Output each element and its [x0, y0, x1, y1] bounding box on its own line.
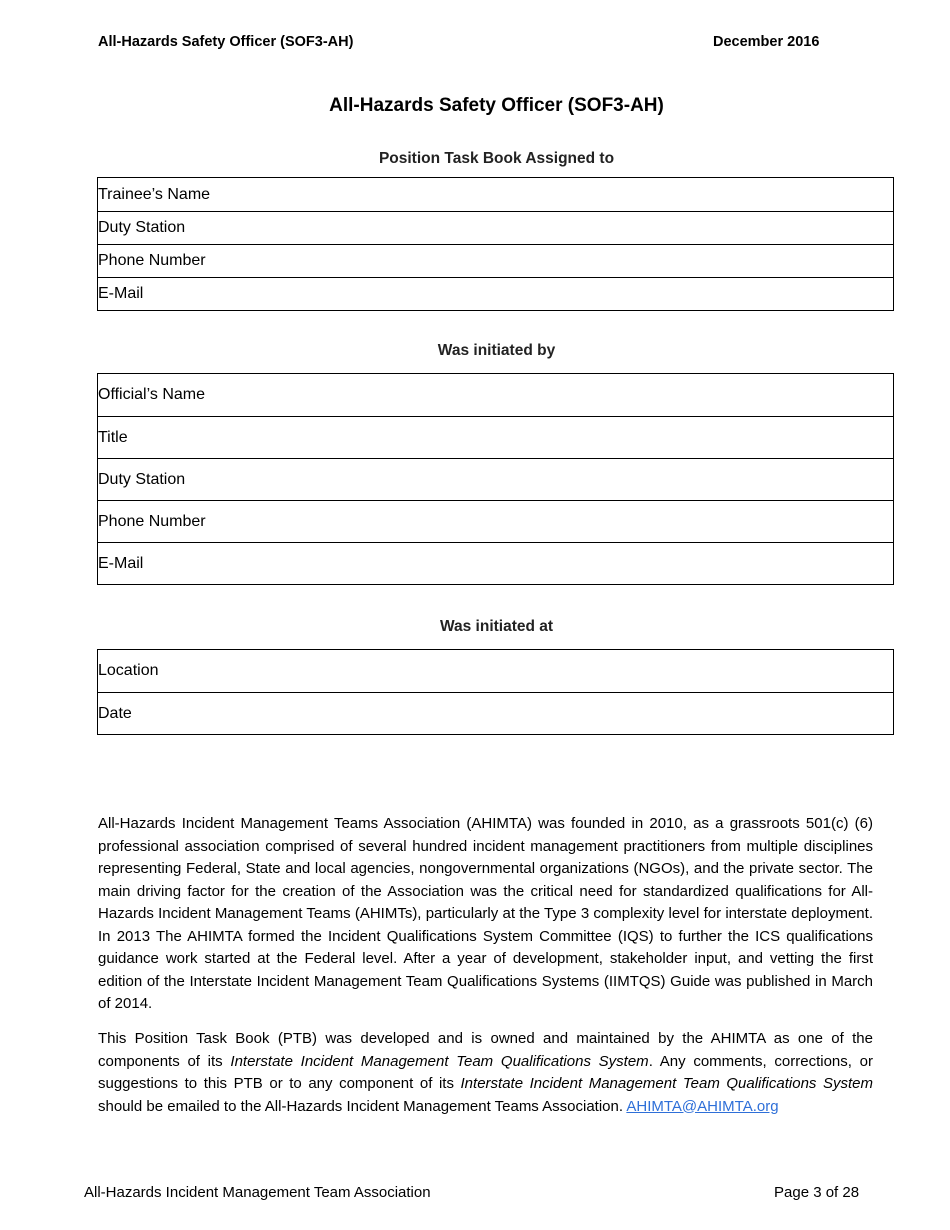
- table-row[interactable]: [98, 542, 893, 584]
- header-title: All-Hazards Safety Officer (SOF3-AH): [98, 34, 354, 50]
- table-row[interactable]: [98, 500, 893, 542]
- row-label: Phone Number: [98, 252, 206, 269]
- initiated-by-heading: Was initiated by: [437, 342, 556, 359]
- email-link[interactable]: AHIMTA@AHIMTA.org: [626, 1097, 779, 1115]
- paragraph-text: . Any comments, corrections, or suggestions to this PTB or to any component of its: [98, 1052, 873, 1092]
- table-row[interactable]: [98, 692, 893, 734]
- row-label: Official’s Name: [98, 386, 205, 403]
- assigned-to-heading: Position Task Book Assigned to: [378, 150, 615, 167]
- paragraph-text: should be emailed to the All-Hazards Incident Management Teams Association.: [98, 1097, 627, 1115]
- table-row[interactable]: [98, 244, 893, 277]
- page-title: All-Hazards Safety Officer (SOF3-AH): [329, 95, 664, 116]
- paragraph-text: This Position Task Book (PTB) was developed and is owned and maintained by the AHIMTA as one of the components of its: [98, 1030, 873, 1070]
- italic-system-name: Interstate Incident Management Team Qualifications System: [230, 1052, 649, 1070]
- row-label: Duty Station: [98, 470, 186, 488]
- italic-system-name: Interstate Incident Management Team Qualifications System: [460, 1075, 873, 1092]
- footer-organization: All-Hazards Incident Management Team Association: [84, 1184, 431, 1201]
- ptb-ownership-paragraph: [98, 1028, 873, 1118]
- row-label: Date: [98, 704, 132, 722]
- row-label: Location: [98, 662, 159, 679]
- assigned-to-table: [97, 177, 894, 311]
- table-row[interactable]: [98, 374, 893, 416]
- table-row[interactable]: [98, 458, 893, 500]
- initiated-at-heading: Was initiated at: [439, 618, 554, 635]
- row-label: Trainee’s Name: [98, 185, 211, 203]
- row-label: E-Mail: [98, 554, 144, 572]
- initiated-at-table: [97, 649, 894, 735]
- table-row[interactable]: [98, 277, 893, 310]
- table-row[interactable]: [98, 416, 893, 458]
- row-label: E-Mail: [98, 285, 144, 302]
- table-row[interactable]: [98, 211, 893, 244]
- page-number: Page 3 of 28: [774, 1184, 860, 1201]
- row-label: Title: [98, 428, 128, 446]
- row-label: Phone Number: [98, 512, 206, 530]
- header-date: December 2016: [713, 34, 820, 50]
- table-row[interactable]: [98, 650, 893, 692]
- initiated-by-table: [97, 373, 894, 585]
- row-label: Duty Station: [98, 219, 186, 236]
- ahimta-description-paragraph: All-Hazards Incident Management Teams Association (AHIMTA) was founded in 2010, as a grassroots 501(c) (6) professional association comprised of several hundred incident management practitioners from multiple disciplines representing Federal, State and local agencies, nongovernmental organizations (NGOs), and the private sector. The main driving factor for the creation of the Association was the critical need for standardized qualifications for All-Hazards Incident Management Teams (AHIMTs), particularly at the Type 3 complexity level for interstate deployment. In 2013 The AHIMTA formed the Incident Qualifications System Committee (IQS) to further the ICS qualifications guidance work started at the Federal level. After a year of development, stakeholder input, and vetting the first edition of the Interstate Incident Management Team Qualifications Systems (IIMTQS) Guide was published in March of 2014.: [98, 815, 873, 1012]
- table-row[interactable]: [98, 178, 893, 211]
